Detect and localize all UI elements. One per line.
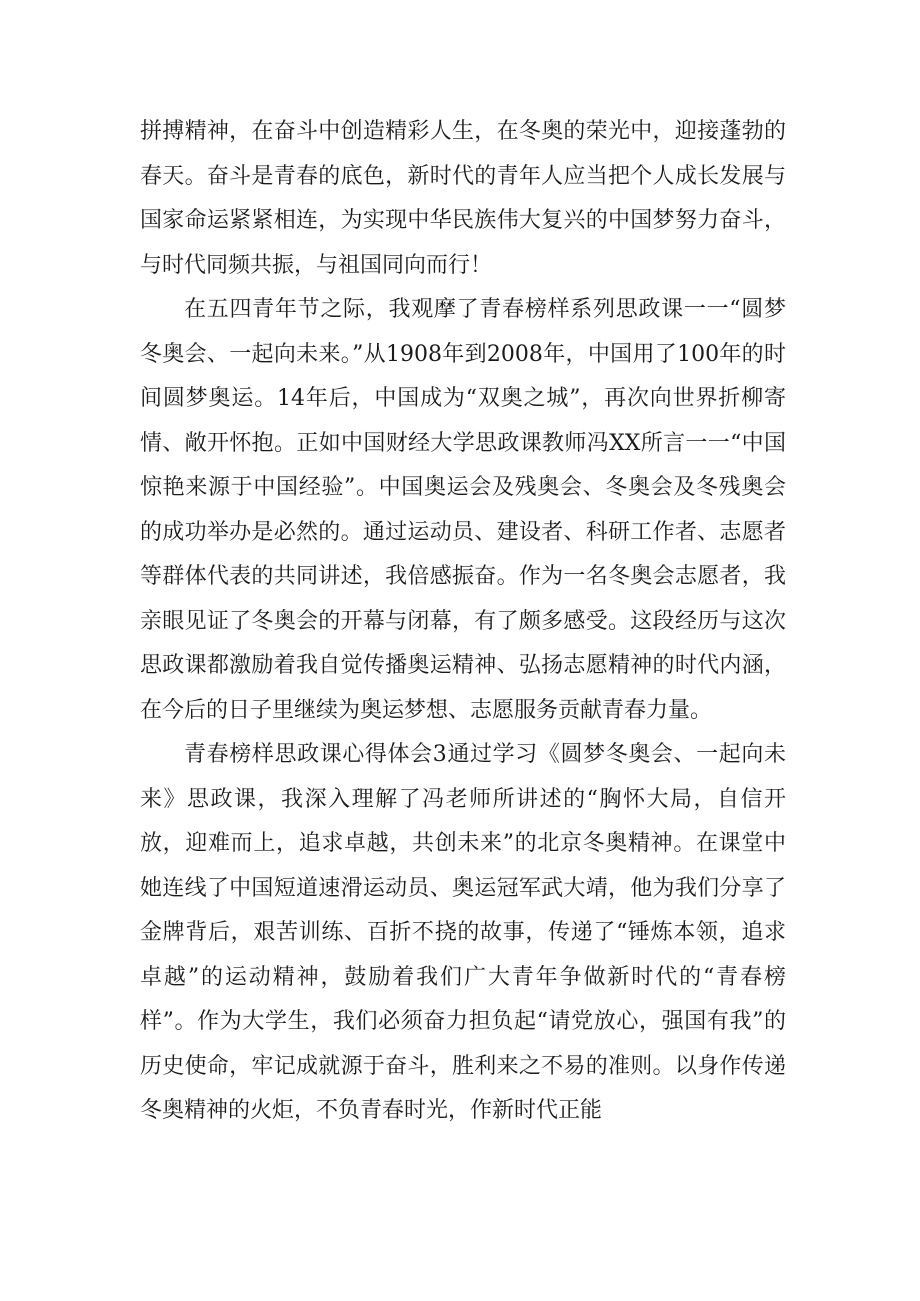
- paragraph-3: 青春榜样思政课心得体会3通过学习《圆梦冬奥会、一起向未来》思政课，我深入理解了冯老师所讲述的“胸怀大局，自信开放，迎难而上，追求卓越，共创未来”的北京冬奥精神。在课堂中她连线了中国短道速滑运动员、奥运冠军武大靖，他为我们分享了金牌背后，艰苦训练、百折不挠的故事，传递了“锤炼本领，追求卓越”的运动精神，鼓励着我们广大青年争做新时代的“青春榜样”。作为大学生，我们必须奋力担负起“请党放心，强国有我”的历史使命，牢记成就源于奋斗，胜利来之不易的准则。以身作传递冬奥精神的火炬，不负青春时光，作新时代正能: [140, 742, 786, 1123]
- paragraph-1: 拼搏精神，在奋斗中创造精彩人生，在冬奥的荣光中，迎接蓬勃的春天。奋斗是青春的底色，新时代的青年人应当把个人成长发展与国家命运紧紧相连，为实现中华民族伟大复兴的中国梦努力奋斗，与时代同频共振，与祖国同向而行！: [140, 119, 786, 278]
- body-text: [140, 110, 786, 1134]
- paragraph-2: 在五四青年节之际，我观摩了青春榜样系列思政课一一“圆梦冬奥会、一起向未来。”从1908年到2008年，中国用了100年的时间圆梦奥运。14年后，中国成为“双奥之城”，再次向世界折柳寄情、敞开怀抱。正如中国财经大学思政课教师冯XX所言一一“中国惊艳来源于中国经验”。中国奥运会及残奥会、冬奥会及冬残奥会的成功举办是必然的。通过运动员、建设者、科研工作者、志愿者等群体代表的共同讲述，我倍感振奋。作为一名冬奥会志愿者，我亲眼见证了冬奥会的开幕与闭幕，有了颇多感受。这段经历与这次思政课都激励着我自觉传播奥运精神、弘扬志愿精神的时代内涵，在今后的日子里继续为奥运梦想、志愿服务贡献青春力量。: [140, 297, 786, 723]
